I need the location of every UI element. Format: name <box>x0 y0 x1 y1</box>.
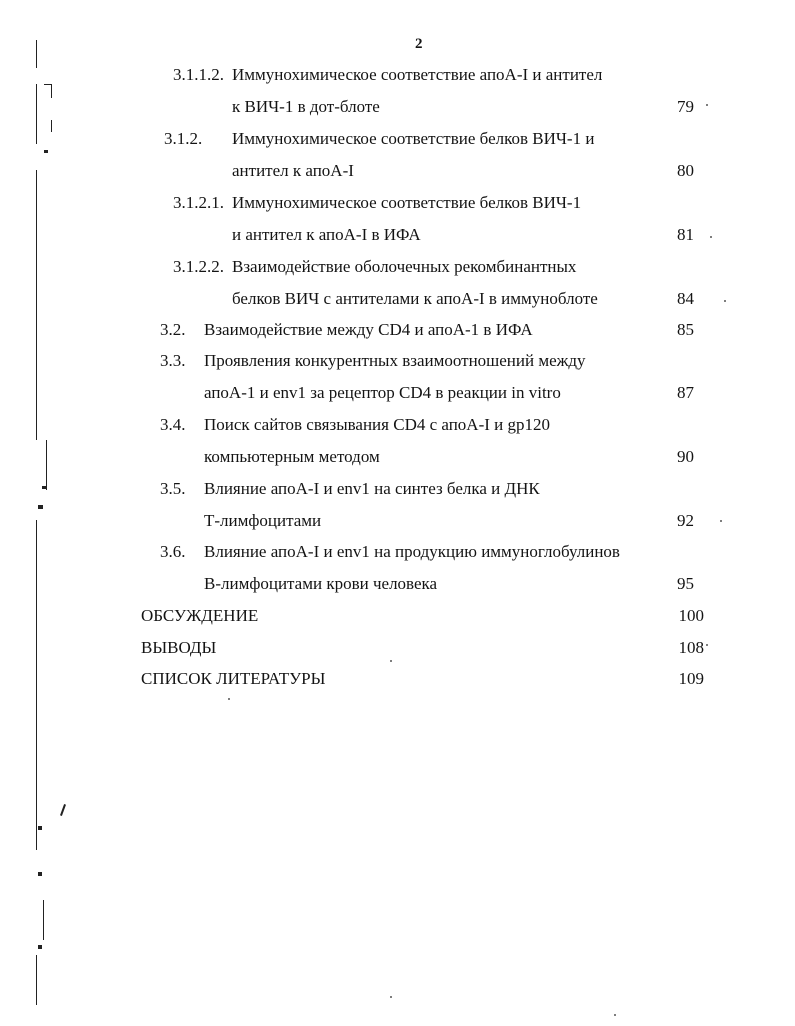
toc-entry-page: 79 <box>677 97 694 116</box>
toc-entry-number: 3.3. <box>160 351 186 370</box>
toc-section-page: 100 <box>678 606 704 625</box>
toc-entry-title-line: Иммунохимическое соответствие белков ВИЧ-1 <box>232 193 582 212</box>
toc-entry-number: 3.2. <box>160 320 186 339</box>
toc-entry-page: 90 <box>677 447 694 466</box>
toc-entry-page: 80 <box>677 161 694 180</box>
toc-entry-page: 85 <box>677 320 694 339</box>
toc-entry-number: 3.1.2. <box>164 129 203 148</box>
toc-entry-title-line: Влияние апоА-I и env1 на продукцию иммуноглобулинов <box>204 542 620 561</box>
toc-entry-title-line: антител к апоА-I <box>232 161 354 180</box>
toc-entry-number: 3.6. <box>160 542 186 561</box>
toc-entry-title-line: Проявления конкурентных взаимоотношений между <box>204 351 586 370</box>
toc-entry-title-line: Влияние апоА-I и env1 на синтез белка и ДНК <box>204 479 540 498</box>
toc-entry-number: 3.1.1.2. <box>173 65 224 84</box>
toc-section-page: 108 <box>678 638 704 657</box>
toc-section-title: СПИСОК ЛИТЕРАТУРЫ <box>141 669 326 688</box>
toc-section-title: ОБСУЖДЕНИЕ <box>141 606 259 625</box>
toc-entry-page: 95 <box>677 574 694 593</box>
toc-entry-title-line: Поиск сайтов связывания CD4 с апоА-I и gp120 <box>204 415 551 434</box>
toc-entry-number: 3.4. <box>160 415 186 434</box>
toc-entry-title-line: Взаимодействие между CD4 и апоА-1 в ИФА <box>204 320 533 339</box>
toc-entry-title-line: Иммунохимическое соответствие белков ВИЧ-1 и <box>232 129 595 148</box>
toc-entry-page: 81 <box>677 225 694 244</box>
toc-section-page: 109 <box>678 669 704 688</box>
toc-entry-page: 92 <box>677 511 694 530</box>
toc-entry-title-line: Взаимодействие оболочечных рекомбинантных <box>232 257 577 276</box>
toc-entry-title-line: Иммунохимическое соответствие апоА-I и антител <box>232 65 603 84</box>
toc-entry-title-line: белков ВИЧ с антителами к апоА-I в иммуноблоте <box>232 289 598 308</box>
toc-entry-title-line: В-лимфоцитами крови человека <box>204 574 438 593</box>
toc-entry-page: 87 <box>677 383 694 402</box>
toc-entry-title-line: Т-лимфоцитами <box>204 511 322 530</box>
toc-entry-title-line: апоА-1 и env1 за рецептор CD4 в реакции in vitro <box>204 383 561 402</box>
toc-entry-title-line: к ВИЧ-1 в дот-блоте <box>232 97 380 116</box>
toc-entry-title-line: и антител к апоА-I в ИФА <box>232 225 421 244</box>
toc-entry-title-line: компьютерным методом <box>204 447 380 466</box>
page-number: 2 <box>415 36 423 52</box>
toc-entry-number: 3.1.2.1. <box>173 193 224 212</box>
toc-entry-number: 3.5. <box>160 479 186 498</box>
toc-entry-number: 3.1.2.2. <box>173 257 224 276</box>
toc-entry-page: 84 <box>677 289 694 308</box>
toc-section-title: ВЫВОДЫ <box>141 638 217 657</box>
